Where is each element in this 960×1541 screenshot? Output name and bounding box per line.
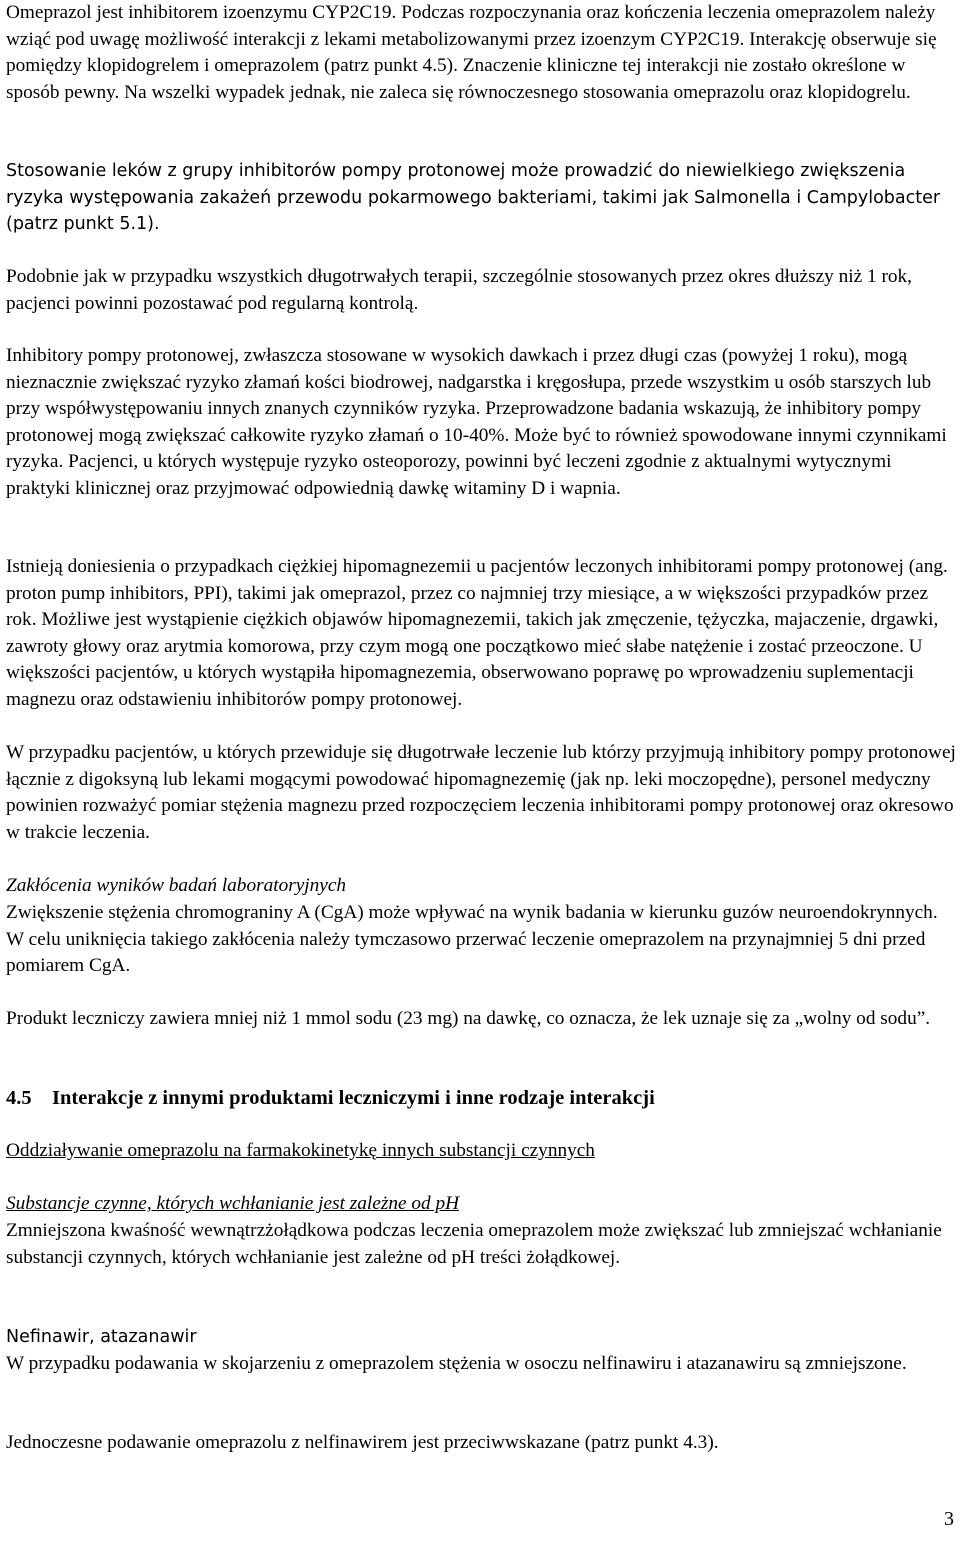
- subheading-nelfinavir-atazanavir: Nefinawir, atazanawir: [6, 1327, 197, 1347]
- section-number: 4.5: [6, 1087, 32, 1109]
- section-heading-4-5: [6, 1085, 956, 1112]
- paragraph-nelfinavir-levels: W przypadku podawania w skojarzeniu z omeprazolem stężenia w osoczu nelfinawiru i atazanawiru są zmniejszone.: [6, 1353, 907, 1374]
- paragraph-fracture-risk: Inhibitory pompy protonowej, zwłaszcza stosowane w wysokich dawkach i przez długi czas (powyżej 1 roku), mogą nieznacznie zwiększać ryzyko złamań kości biodrowej, nadgarstka i kręgosłupa, przede wszystkim u osób starszych lub przy współwystępowaniu innych znanych czynników ryzyka. Przeprowadzone badania wskazują, że inhibitory pompy protonowej mogą zwiększać całkowite ryzyko złamań o 10-40%. Może być to również spowodowane innymi czynnikami ryzyka. Pacjenci, u których występuje ryzyko osteoporozy, powinni być leczeni zgodnie z aktualnymi wytycznymi praktyki klinicznej oraz przyjmować odpowiednią dawkę witaminy D i wapnia.: [6, 345, 947, 499]
- paragraph-sodium-content: Produkt leczniczy zawiera mniej niż 1 mmol sodu (23 mg) na dawkę, co oznacza, że lek uznaje się za „wolny od sodu”.: [6, 1008, 931, 1029]
- page-number: 3: [944, 1508, 954, 1530]
- paragraph-cyp2c19-interaction: Omeprazol jest inhibitorem izoenzymu CYP2C19. Podczas rozpoczynania oraz kończenia leczenia omeprazolem należy wziąć pod uwagę możliwość interakcji z lekami metabolizowanymi przez izoenzym CYP2C19. Interakcję obserwuje się pomiędzy klopidogrelem i omeprazolem (patrz punkt 4.5). Znaczenie kliniczne tej interakcji nie zostało określone w sposób pewny. Na wszelki wypadek jednak, nie zaleca się równoczesnego stosowania omeprazolu oraz klopidogrelu.: [6, 2, 937, 103]
- paragraph-hypomagnesemia: Istnieją doniesienia o przypadkach ciężkiej hipomagnezemii u pacjentów leczonych inhibitorami pompy protonowej (ang. proton pump inhibitors, PPI), takimi jak omeprazol, przez co najmniej trzy miesiące, a w większości przypadków przez rok. Możliwe jest wystąpienie ciężkich objawów hipomagnezemii, takich jak zmęczenie, tężyczka, majaczenie, drgawki, zawroty głowy oraz arytmia komorowa, przy czym mogą one początkowo mieć słabe natężenie i zostać przeoczone. U większości pacjentów, u których wystąpiła hipomagnezemia, obserwowano poprawę po wprowadzeniu suplementacji magnezu oraz odstawieniu inhibitorów pompy protonowej.: [6, 556, 948, 710]
- paragraph-long-term-therapy: Podobnie jak w przypadku wszystkich długotrwałych terapii, szczególnie stosowanych przez okres dłuższy niż 1 rok, pacjenci powinni pozostawać pod regularną kontrolą.: [6, 266, 912, 314]
- paragraph-contraindication: Jednoczesne podawanie omeprazolu z nelfinawirem jest przeciwwskazane (patrz punkt 4.3).: [6, 1432, 719, 1453]
- section-title: Interakcje z innymi produktami leczniczymi i inne rodzaje interakcji: [52, 1087, 655, 1109]
- subheading-lab-interference: Zakłócenia wyników badań laboratoryjnych: [6, 875, 347, 896]
- subheading-pharmacokinetics: Oddziaływanie omeprazolu na farmakokinetykę innych substancji czynnych: [6, 1140, 595, 1161]
- paragraph-infection-risk: Stosowanie leków z grupy inhibitorów pompy protonowej może prowadzić do niewielkiego zwiększenia ryzyka występowania zakażeń przewodu pokarmowego bakteriami, takimi jak Salmonella i Campylobacter (patrz punkt 5.1).: [6, 161, 941, 235]
- subheading-ph-dependent: Substancje czynne, których wchłanianie jest zależne od pH: [6, 1193, 460, 1214]
- paragraph-gastric-acidity: Zmniejszona kwaśność wewnątrzżołądkowa podczas leczenia omeprazolem może zwiększać lub zmniejszać wchłanianie substancji czynnych, których wchłanianie jest zależne od pH treści żołądkowej.: [6, 1220, 942, 1268]
- paragraph-magnesium-monitoring: W przypadku pacjentów, u których przewiduje się długotrwałe leczenie lub którzy przyjmują inhibitory pompy protonowej łącznie z digoksyną lub lekami mogącymi powodować hipomagnezemię (jak np. leki moczopędne), personel medyczny powinien rozważyć pomiar stężenia magnezu przed rozpoczęciem leczenia inhibitorami pompy protonowej oraz okresowo w trakcie leczenia.: [6, 742, 956, 843]
- paragraph-chromogranin: Zwiększenie stężenia chromograniny A (CgA) może wpływać na wynik badania w kierunku guzów neuroendokrynnych. W celu uniknięcia takiego zakłócenia należy tymczasowo przerwać leczenie omeprazolem na przynajmniej 5 dni przed pomiarem CgA.: [6, 902, 938, 977]
